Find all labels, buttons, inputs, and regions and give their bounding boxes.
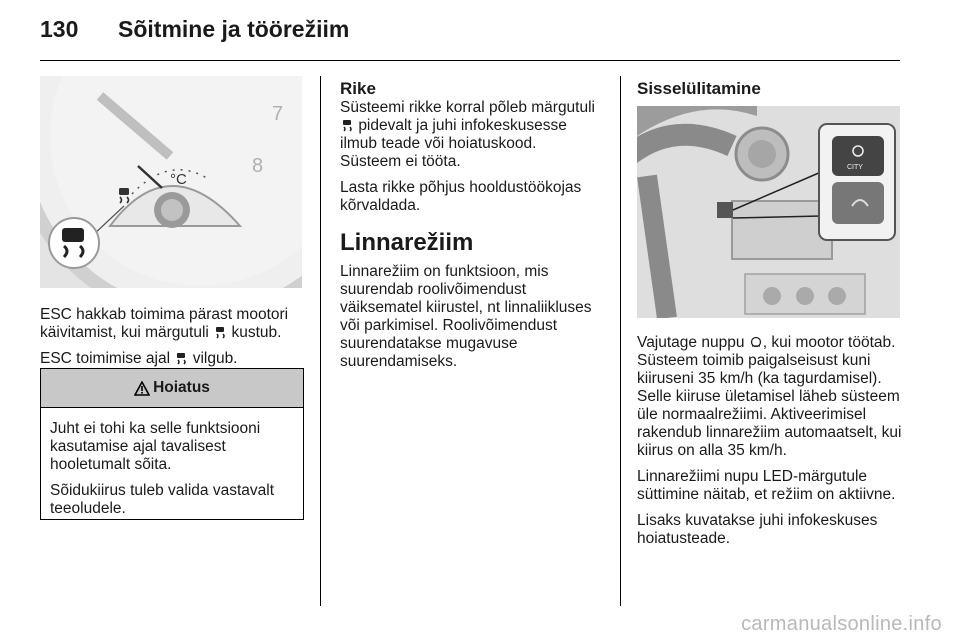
column-divider <box>620 76 621 606</box>
warning-title: Hoiatus <box>153 379 210 396</box>
col1-text: ESC hakkab toimima pärast mootori käivitamist, kui märgutuli kustub. ESC toimimise ajal vilgub. <box>40 306 289 367</box>
warning-header <box>41 369 303 408</box>
chapter-title: Sõitmine ja töörežiim <box>118 16 350 42</box>
svg-text:7: 7 <box>272 103 284 125</box>
col2: Rike Süsteemi rikke korral põleb märgutuli pidevalt ja juhi infokeskusesse ilmub teade või hoiatuskood. Süsteem ei tööta. Lasta rikke põhjus hooldustöökojas kõrvaldada. Linnarežiim Linnarežiim on funktsioon, mis suurendab roolivõimendust väiksematel kiirustel, nt linnaliikluses või parkimisel. Roolivõimendust suurendatakse mugavuse suurendamiseks. <box>340 79 610 379</box>
header-divider <box>40 60 900 61</box>
warning-text-2: Sõidukiirus tuleb valida vastavalt teeoludele. <box>50 482 275 517</box>
warning-box <box>40 368 304 520</box>
dashboard-drawing <box>637 106 900 318</box>
activation-paragraph-2: Linnarežiimi nupu LED-märgutule süttimine näitab, et režiim on aktiivne. <box>637 468 896 503</box>
warning-body <box>41 408 303 518</box>
warning-triangle-icon <box>134 381 150 396</box>
warning-text-1: Juht ei tohi ka selle funktsiooni kasutamise ajal tavalisest hooletumalt sõita. <box>50 420 261 473</box>
dashboard-illustration <box>637 106 900 318</box>
city-mode-paragraph: Linnarežiim on funktsioon, mis suurendab roolivõimendust väiksematel kiirustel, nt linnaliikluses või parkimisel. Roolivõimendust suurendatakse mugavuse suurendamiseks. <box>340 263 592 370</box>
city-button-label: CITY <box>847 164 863 171</box>
section-heading-rike: Rike <box>340 79 376 98</box>
section-heading-city-mode: Linnarežiim <box>340 229 474 256</box>
footer-watermark: carmanualsonline.info <box>741 613 942 635</box>
esc-icon <box>174 352 188 365</box>
esc-icon <box>213 326 227 339</box>
esc-paragraph-1: ESC hakkab toimima pärast mootori <box>40 306 289 323</box>
temperature-label: °C <box>170 171 187 188</box>
col3-text: Vajutage nuppu , kui mootor töötab. Süsteem toimib paigalseisust kuni kiiruseni 35 km/h (ka tagurdamisel). Selle kiiruse ületamisel läheb süsteem üle normaalrežiimi. Aktiveerimisel rakendub linnarežiim automaatselt, kui kiirus on alla 35 km/h. Linnarežiimi nupu LED-märgutule süttimine näitab, et režiim on aktiivne. Lisaks kuvatakse juhi infokeskuses hoiatusteade. <box>637 334 905 556</box>
esc-icon <box>340 119 354 132</box>
instrument-cluster-illustration <box>40 76 302 288</box>
city-mode-icon <box>749 336 763 349</box>
svg-text:8: 8 <box>252 155 264 177</box>
rike-paragraph-2: Lasta rikke põhjus hooldustöökojas kõrvaldada. <box>340 179 582 214</box>
page-number: 130 <box>40 16 79 42</box>
esc-paragraph-2: ESC toimimise ajal <box>40 350 171 367</box>
cluster-drawing <box>40 76 302 288</box>
section-heading-activation: Sisselülitamine <box>637 79 761 98</box>
activation-paragraph-3: Lisaks kuvatakse juhi infokeskuses hoiatusteade. <box>637 512 878 547</box>
column-divider <box>320 76 321 606</box>
